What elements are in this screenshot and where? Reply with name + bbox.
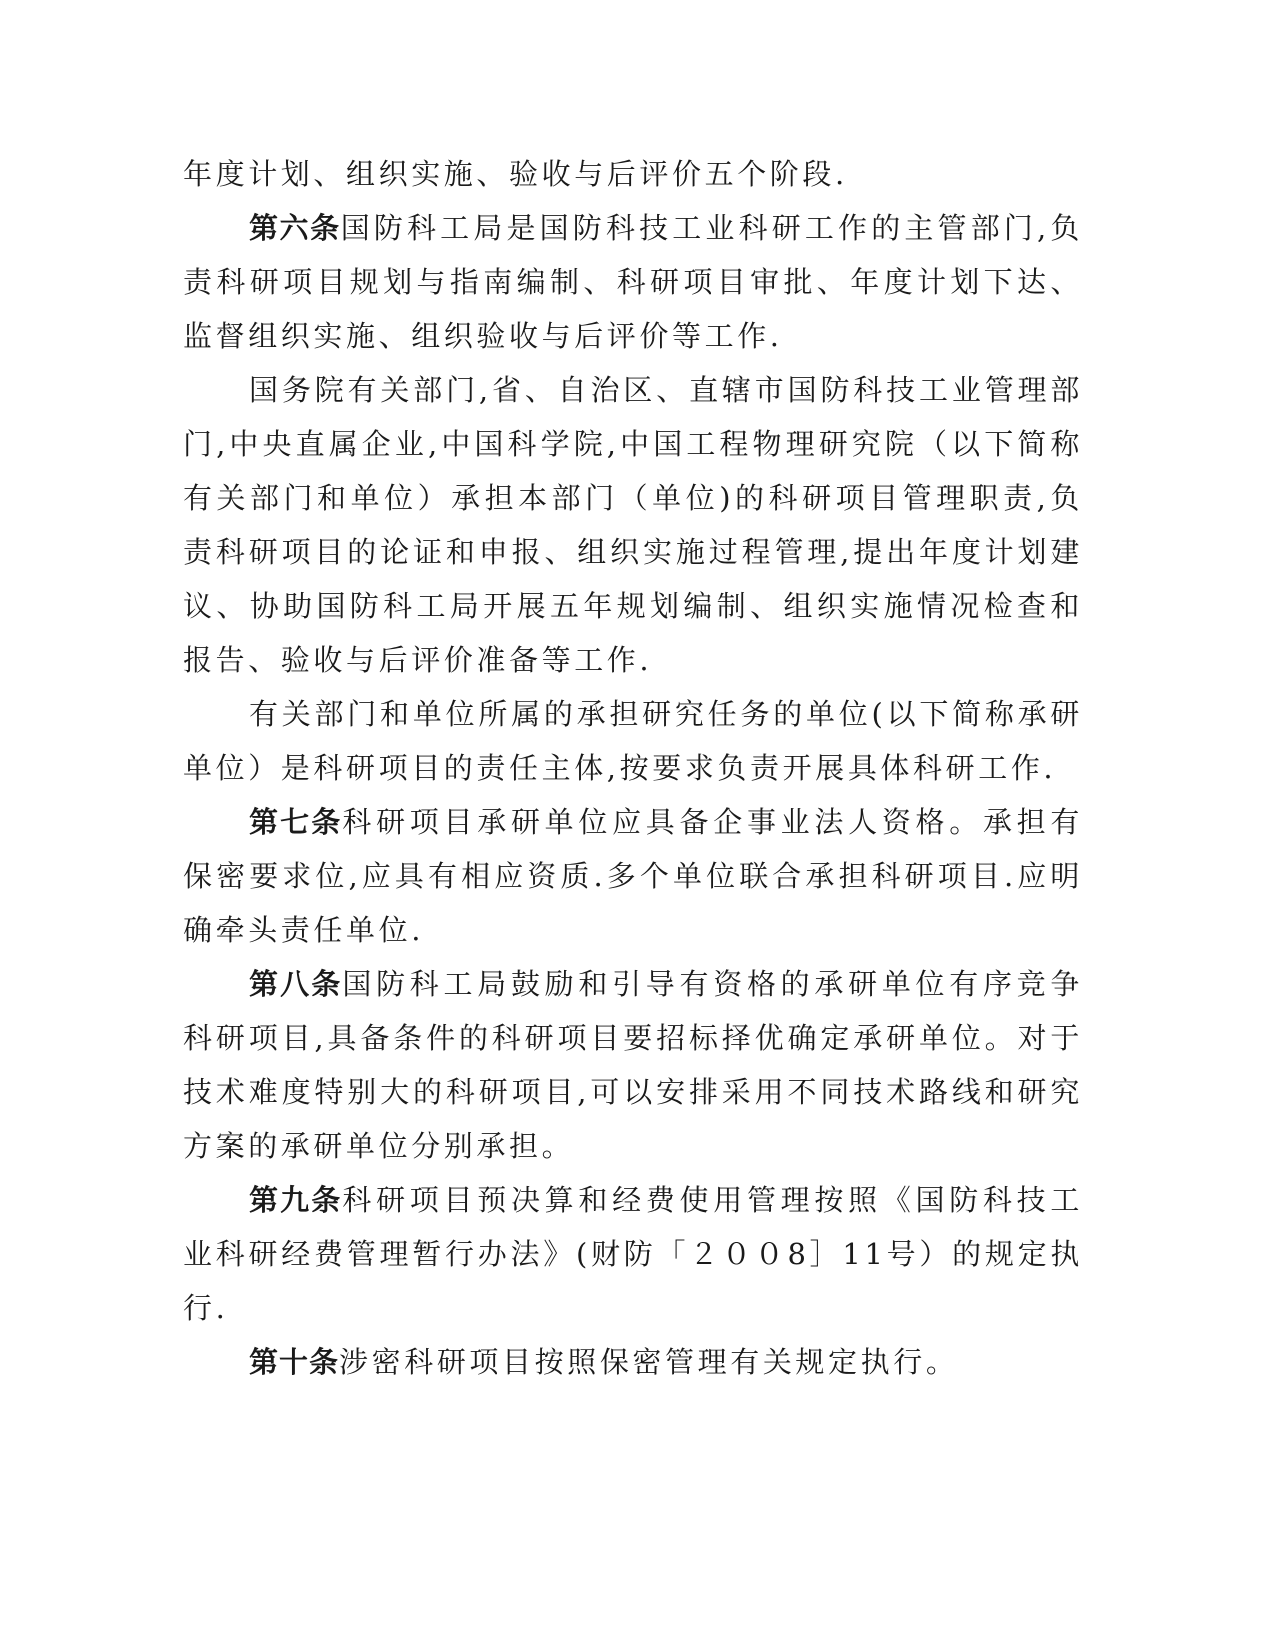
- paragraph-text: 国防科工局是国防科技工业科研工作的主管部门,负责科研项目规划与指南编制、科研项目审批、年度计划下达、监督组织实施、组织验收与后评价等工作.: [183, 211, 1083, 353]
- article-6-paragraph: [183, 201, 1083, 363]
- paragraph-text: 有关部门和单位所属的承担研究任务的单位(以下简称承研单位）是科研项目的责任主体,按要求负责开展具体科研工作.: [183, 697, 1083, 785]
- article-9-paragraph: [183, 1173, 1083, 1335]
- document-body: [183, 147, 1083, 1389]
- article-number: 第六条: [249, 211, 341, 245]
- article-number: 第八条: [249, 967, 343, 1001]
- paragraph-continuation: [183, 147, 1083, 201]
- paragraph-text: 科研项目承研单位应具备企事业法人资格。承担有保密要求位,应具有相应资质.多个单位联合承担科研项目.应明确牵头责任单位.: [183, 805, 1083, 947]
- article-number: 第九条: [249, 1183, 343, 1217]
- article-6-subparagraph-1: [183, 363, 1083, 687]
- article-number: 第七条: [249, 805, 343, 839]
- paragraph-text: 科研项目预决算和经费使用管理按照《国防科技工业科研经费管理暂行办法》(财防「２００8］11号）的规定执行.: [183, 1183, 1083, 1325]
- paragraph-text: 年度计划、组织实施、验收与后评价五个阶段.: [183, 157, 848, 191]
- paragraph-text: 涉密科研项目按照保密管理有关规定执行。: [339, 1345, 959, 1379]
- article-number: 第十条: [249, 1345, 340, 1379]
- article-10-paragraph: [183, 1335, 1083, 1389]
- article-6-subparagraph-2: [183, 687, 1083, 795]
- article-7-paragraph: [183, 795, 1083, 957]
- paragraph-text: 国防科工局鼓励和引导有资格的承研单位有序竞争科研项目,具备条件的科研项目要招标择优确定承研单位。对于技术难度特别大的科研项目,可以安排采用不同技术路线和研究方案的承研单位分别承担。: [183, 967, 1083, 1163]
- paragraph-text: 国务院有关部门,省、自治区、直辖市国防科技工业管理部门,中央直属企业,中国科学院,中国工程物理研究院（以下简称有关部门和单位）承担本部门（单位)的科研项目管理职责,负责科研项目的论证和申报、组织实施过程管理,提出年度计划建议、协助国防科工局开展五年规划编制、组织实施情况检查和报告、验收与后评价准备等工作.: [183, 373, 1083, 677]
- article-8-paragraph: [183, 957, 1083, 1173]
